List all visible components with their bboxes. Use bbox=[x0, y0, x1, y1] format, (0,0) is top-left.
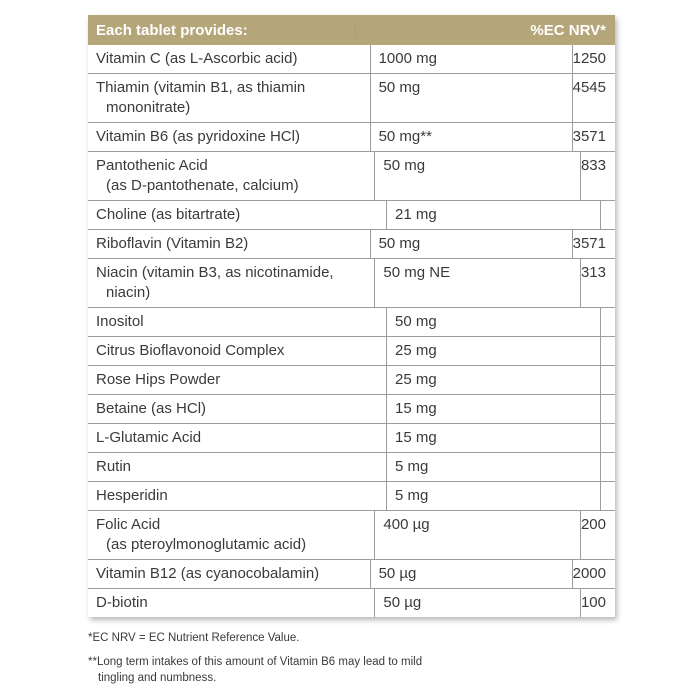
table-row bbox=[88, 308, 615, 337]
nutrient-amount: 50 µg bbox=[375, 589, 581, 617]
nutrient-name-line2: niacin) bbox=[106, 284, 151, 301]
nutrient-name bbox=[88, 337, 387, 365]
nutrient-name-line1: Riboflavin (Vitamin B2) bbox=[96, 235, 249, 252]
nutrient-name-line1: Rutin bbox=[96, 458, 132, 475]
table-row bbox=[88, 395, 615, 424]
nutrient-name bbox=[88, 152, 375, 200]
nutrient-name bbox=[88, 201, 387, 229]
nutrient-name-line1: Niacin (vitamin B3, as nicotinamide, bbox=[96, 264, 334, 281]
nutrient-name bbox=[88, 424, 387, 452]
nutrient-amount: 50 mg bbox=[387, 308, 601, 336]
table-row bbox=[88, 424, 615, 453]
nutrient-nrv: 3571 bbox=[572, 128, 606, 145]
nutrient-name-line1: Citrus Bioflavonoid Complex bbox=[96, 342, 285, 359]
nutrient-amount: 50 mg bbox=[371, 230, 573, 258]
nutrient-amount: 21 mg bbox=[387, 201, 601, 229]
nutrient-nrv: 4545 bbox=[572, 79, 606, 96]
table-row bbox=[88, 589, 615, 617]
nutrient-nrv: 1250 bbox=[572, 50, 606, 67]
nutrient-nrv bbox=[601, 366, 615, 394]
nutrient-nrv bbox=[601, 424, 615, 452]
nutrient-name-line1: D-biotin bbox=[96, 594, 148, 611]
nutrient-nrv: 2000 bbox=[572, 565, 606, 582]
footnote-b6 bbox=[88, 654, 422, 686]
nutrient-nrv: 833 bbox=[580, 157, 606, 174]
nutrient-amount: 15 mg bbox=[387, 395, 601, 423]
nutrient-amount: 25 mg bbox=[387, 366, 601, 394]
nutrient-amount: 50 mg NE bbox=[375, 259, 581, 307]
footnotes bbox=[88, 630, 422, 694]
nutrient-nrv: 3571 bbox=[572, 235, 606, 252]
nutrient-amount: 25 mg bbox=[387, 337, 601, 365]
nutrient-name bbox=[88, 308, 387, 336]
nutrient-name-line2: (as pteroylmonoglutamic acid) bbox=[106, 536, 307, 553]
nutrient-nrv bbox=[601, 201, 615, 229]
nutrient-name bbox=[88, 74, 371, 122]
nutrient-name-line2: (as D-pantothenate, calcium) bbox=[106, 177, 299, 194]
nutrient-name bbox=[88, 366, 387, 394]
nutrient-amount: 5 mg bbox=[387, 482, 601, 510]
nutrient-name-line1: L-Glutamic Acid bbox=[96, 429, 202, 446]
nutrient-name bbox=[88, 453, 387, 481]
table-row bbox=[88, 511, 615, 560]
nutrient-name-line1: Inositol bbox=[96, 313, 144, 330]
table-body bbox=[88, 45, 615, 617]
nutrient-name-line1: Vitamin C (as L-Ascorbic acid) bbox=[96, 50, 298, 67]
nutrient-name-line1: Folic Acid bbox=[96, 516, 161, 533]
nutrient-amount: 15 mg bbox=[387, 424, 601, 452]
nutrient-name-line1: Choline (as bitartrate) bbox=[96, 206, 241, 223]
nutrient-name bbox=[88, 45, 371, 73]
nutrient-name bbox=[88, 395, 387, 423]
nutrient-nrv: 100 bbox=[580, 594, 606, 611]
nutrient-name bbox=[88, 230, 371, 258]
nutrient-name-line1: Pantothenic Acid bbox=[96, 157, 208, 174]
table-row bbox=[88, 366, 615, 395]
nutrient-nrv bbox=[601, 395, 615, 423]
nutrient-name-line1: Rose Hips Powder bbox=[96, 371, 221, 388]
nutrient-name bbox=[88, 511, 375, 559]
nutrient-name-line1: Hesperidin bbox=[96, 487, 168, 504]
nutrient-nrv: 313 bbox=[580, 264, 606, 281]
table-row bbox=[88, 123, 615, 152]
nutrient-name bbox=[88, 589, 375, 617]
table-row bbox=[88, 453, 615, 482]
nutrient-amount: 5 mg bbox=[387, 453, 601, 481]
nutrient-name-line1: Vitamin B6 (as pyridoxine HCl) bbox=[96, 128, 300, 145]
nutrient-amount: 400 µg bbox=[375, 511, 581, 559]
header-nrv: %EC NRV* bbox=[530, 21, 606, 39]
nutrient-amount: 50 mg** bbox=[371, 123, 573, 151]
table-row bbox=[88, 482, 615, 511]
nutrient-amount: 50 mg bbox=[375, 152, 581, 200]
table-row bbox=[88, 259, 615, 308]
nutrient-nrv bbox=[601, 308, 615, 336]
footnote-b6-line1: **Long term intakes of this amount of Vitamin B6 may lead to mild bbox=[88, 656, 423, 668]
nutrient-name-line1: Vitamin B12 (as cyanocobalamin) bbox=[96, 565, 320, 582]
nutrient-name bbox=[88, 560, 371, 588]
nutrient-name bbox=[88, 123, 371, 151]
nutrient-name-line1: Thiamin (vitamin B1, as thiamin bbox=[96, 79, 306, 96]
footnote-b6-line2: tingling and numbness. bbox=[98, 672, 217, 684]
table-row bbox=[88, 45, 615, 74]
table-header bbox=[88, 15, 615, 45]
nutrient-nrv bbox=[601, 453, 615, 481]
table-row bbox=[88, 230, 615, 259]
footnote-nrv: *EC NRV = EC Nutrient Reference Value. bbox=[88, 632, 300, 644]
nutrient-name-line2: mononitrate) bbox=[106, 99, 191, 116]
nutrient-amount: 50 µg bbox=[371, 560, 573, 588]
table-row bbox=[88, 201, 615, 230]
header-nutrient: Each tablet provides: bbox=[88, 22, 356, 39]
nutrient-amount: 50 mg bbox=[371, 74, 573, 122]
table-row bbox=[88, 560, 615, 589]
nutrient-nrv: 200 bbox=[580, 516, 606, 533]
table-row bbox=[88, 74, 615, 123]
nutrient-name bbox=[88, 259, 375, 307]
supplement-facts-table bbox=[88, 15, 615, 617]
nutrient-nrv bbox=[601, 482, 615, 510]
table-row bbox=[88, 152, 615, 201]
nutrient-amount: 1000 mg bbox=[371, 45, 573, 73]
nutrient-nrv bbox=[601, 337, 615, 365]
nutrient-name bbox=[88, 482, 387, 510]
nutrient-name-line1: Betaine (as HCl) bbox=[96, 400, 207, 417]
table-row bbox=[88, 337, 615, 366]
